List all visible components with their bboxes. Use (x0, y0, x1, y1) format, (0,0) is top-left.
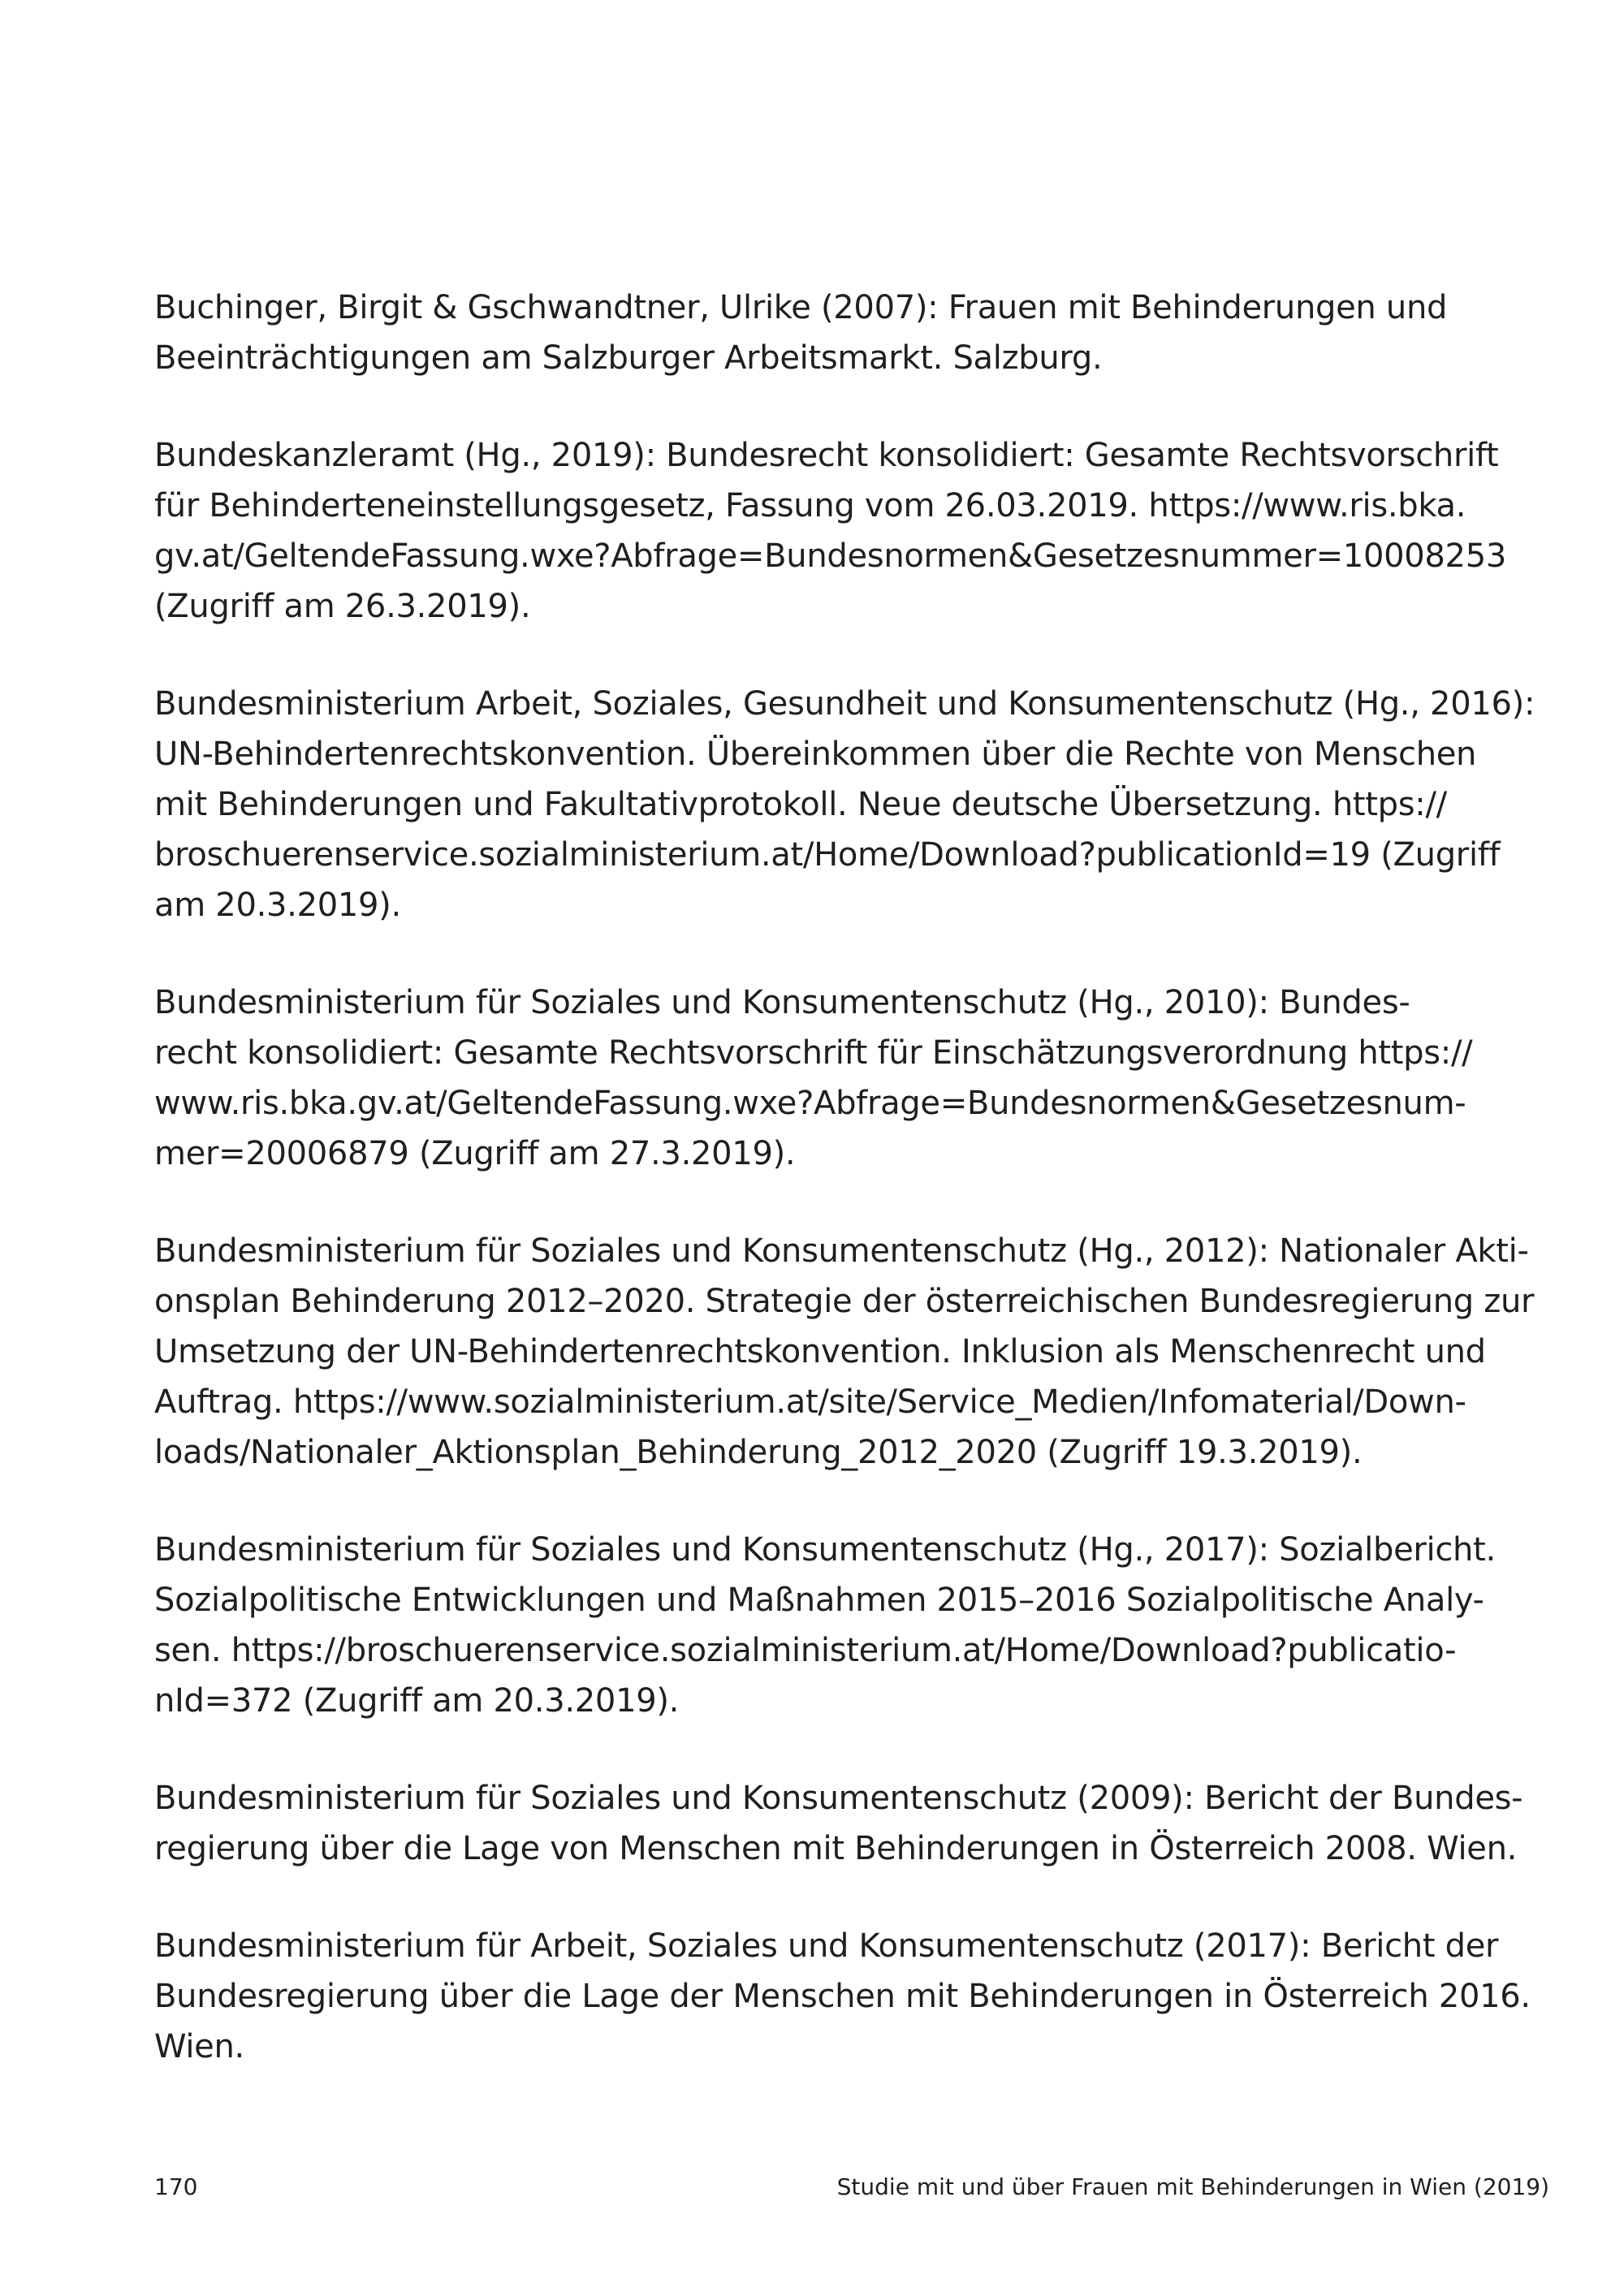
reference-entry (154, 978, 1559, 1179)
reference-line: sen. https://broschuerenservice.sozialministerium.at/Home/Download?publicatio- (154, 1632, 1457, 1669)
reference-list (154, 283, 1559, 2119)
reference-line: recht konsolidiert: Gesamte Rechtsvorschrift für Einschätzungsverordnung https:// (154, 1034, 1473, 1072)
reference-line: (Zugriff am 26.3.2019). (154, 588, 531, 625)
reference-line: Bundesministerium für Arbeit, Soziales und Konsumentenschutz (2017): Bericht der (154, 1927, 1499, 1965)
reference-line: am 20.3.2019). (154, 887, 401, 924)
page-number: 170 (154, 2173, 198, 2200)
reference-line: Bundesministerium für Soziales und Konsumentenschutz (Hg., 2012): Nationaler Akti- (154, 1232, 1529, 1270)
reference-line: für Behinderteneinstellungsgesetz, Fassung vom 26.03.2019. https://www.ris.bka. (154, 487, 1466, 524)
reference-line: Bundesministerium für Soziales und Konsumentenschutz (Hg., 2017): Sozialbericht. (154, 1531, 1496, 1569)
reference-line: Wien. (154, 2028, 244, 2065)
reference-entry (154, 283, 1559, 383)
reference-line: Bundesministerium für Soziales und Konsumentenschutz (2009): Bericht der Bundes- (154, 1780, 1523, 1817)
reference-line: UN-Behindertenrechtskonvention. Übereinkommen über die Rechte von Menschen (154, 736, 1477, 773)
reference-line: mit Behinderungen und Fakultativprotokoll. Neue deutsche Übersetzung. https:// (154, 786, 1447, 823)
reference-entry (154, 1921, 1559, 2072)
reference-line: nId=372 (Zugriff am 20.3.2019). (154, 1682, 680, 1720)
reference-line: www.ris.bka.gv.at/GeltendeFassung.wxe?Abfrage=Bundesnormen&Gesetzesnum- (154, 1085, 1466, 1122)
reference-entry (154, 430, 1559, 632)
reference-line: Sozialpolitische Entwicklungen und Maßnahmen 2015–2016 Sozialpolitische Analy- (154, 1582, 1484, 1619)
reference-entry (154, 679, 1559, 930)
reference-line: onsplan Behinderung 2012–2020. Strategie der österreichischen Bundesregierung zur (154, 1283, 1535, 1320)
reference-entry (154, 1525, 1559, 1726)
reference-entry (154, 1773, 1559, 1874)
reference-entry (154, 1226, 1559, 1478)
reference-line: broschuerenservice.sozialministerium.at/Home/Download?publicationId=19 (Zugriff (154, 836, 1501, 874)
reference-line: Bundeskanzleramt (Hg., 2019): Bundesrecht konsolidiert: Gesamte Rechtsvorschrift (154, 437, 1499, 474)
reference-line: loads/Nationaler_Aktionsplan_Behinderung_2012_2020 (Zugriff 19.3.2019). (154, 1434, 1363, 1471)
reference-line: regierung über die Lage von Menschen mit Behinderungen in Österreich 2008. Wien. (154, 1830, 1518, 1867)
reference-line: Auftrag. https://www.sozialministerium.at/site/Service_Medien/Infomaterial/Down- (154, 1383, 1466, 1421)
reference-line: mer=20006879 (Zugriff am 27.3.2019). (154, 1135, 796, 1172)
reference-line: Umsetzung der UN-Behindertenrechtskonvention. Inklusion als Menschenrecht und (154, 1333, 1486, 1370)
reference-line: Bundesministerium für Soziales und Konsumentenschutz (Hg., 2010): Bundes- (154, 984, 1410, 1021)
reference-line: Beeinträchtigungen am Salzburger Arbeitsmarkt. Salzburg. (154, 339, 1103, 377)
reference-line: Buchinger, Birgit & Gschwandtner, Ulrike (2007): Frauen mit Behinderungen und (154, 289, 1448, 326)
reference-line: Bundesregierung über die Lage der Menschen mit Behinderungen in Österreich 2016. (154, 1978, 1531, 2015)
footer-document-title: Studie mit und über Frauen mit Behinderungen in Wien (2019) (836, 2173, 1549, 2200)
reference-line: gv.at/GeltendeFassung.wxe?Abfrage=Bundesnormen&Gesetzesnummer=10008253 (154, 537, 1506, 575)
reference-line: Bundesministerium Arbeit, Soziales, Gesundheit und Konsumentenschutz (Hg., 2016): (154, 685, 1535, 723)
